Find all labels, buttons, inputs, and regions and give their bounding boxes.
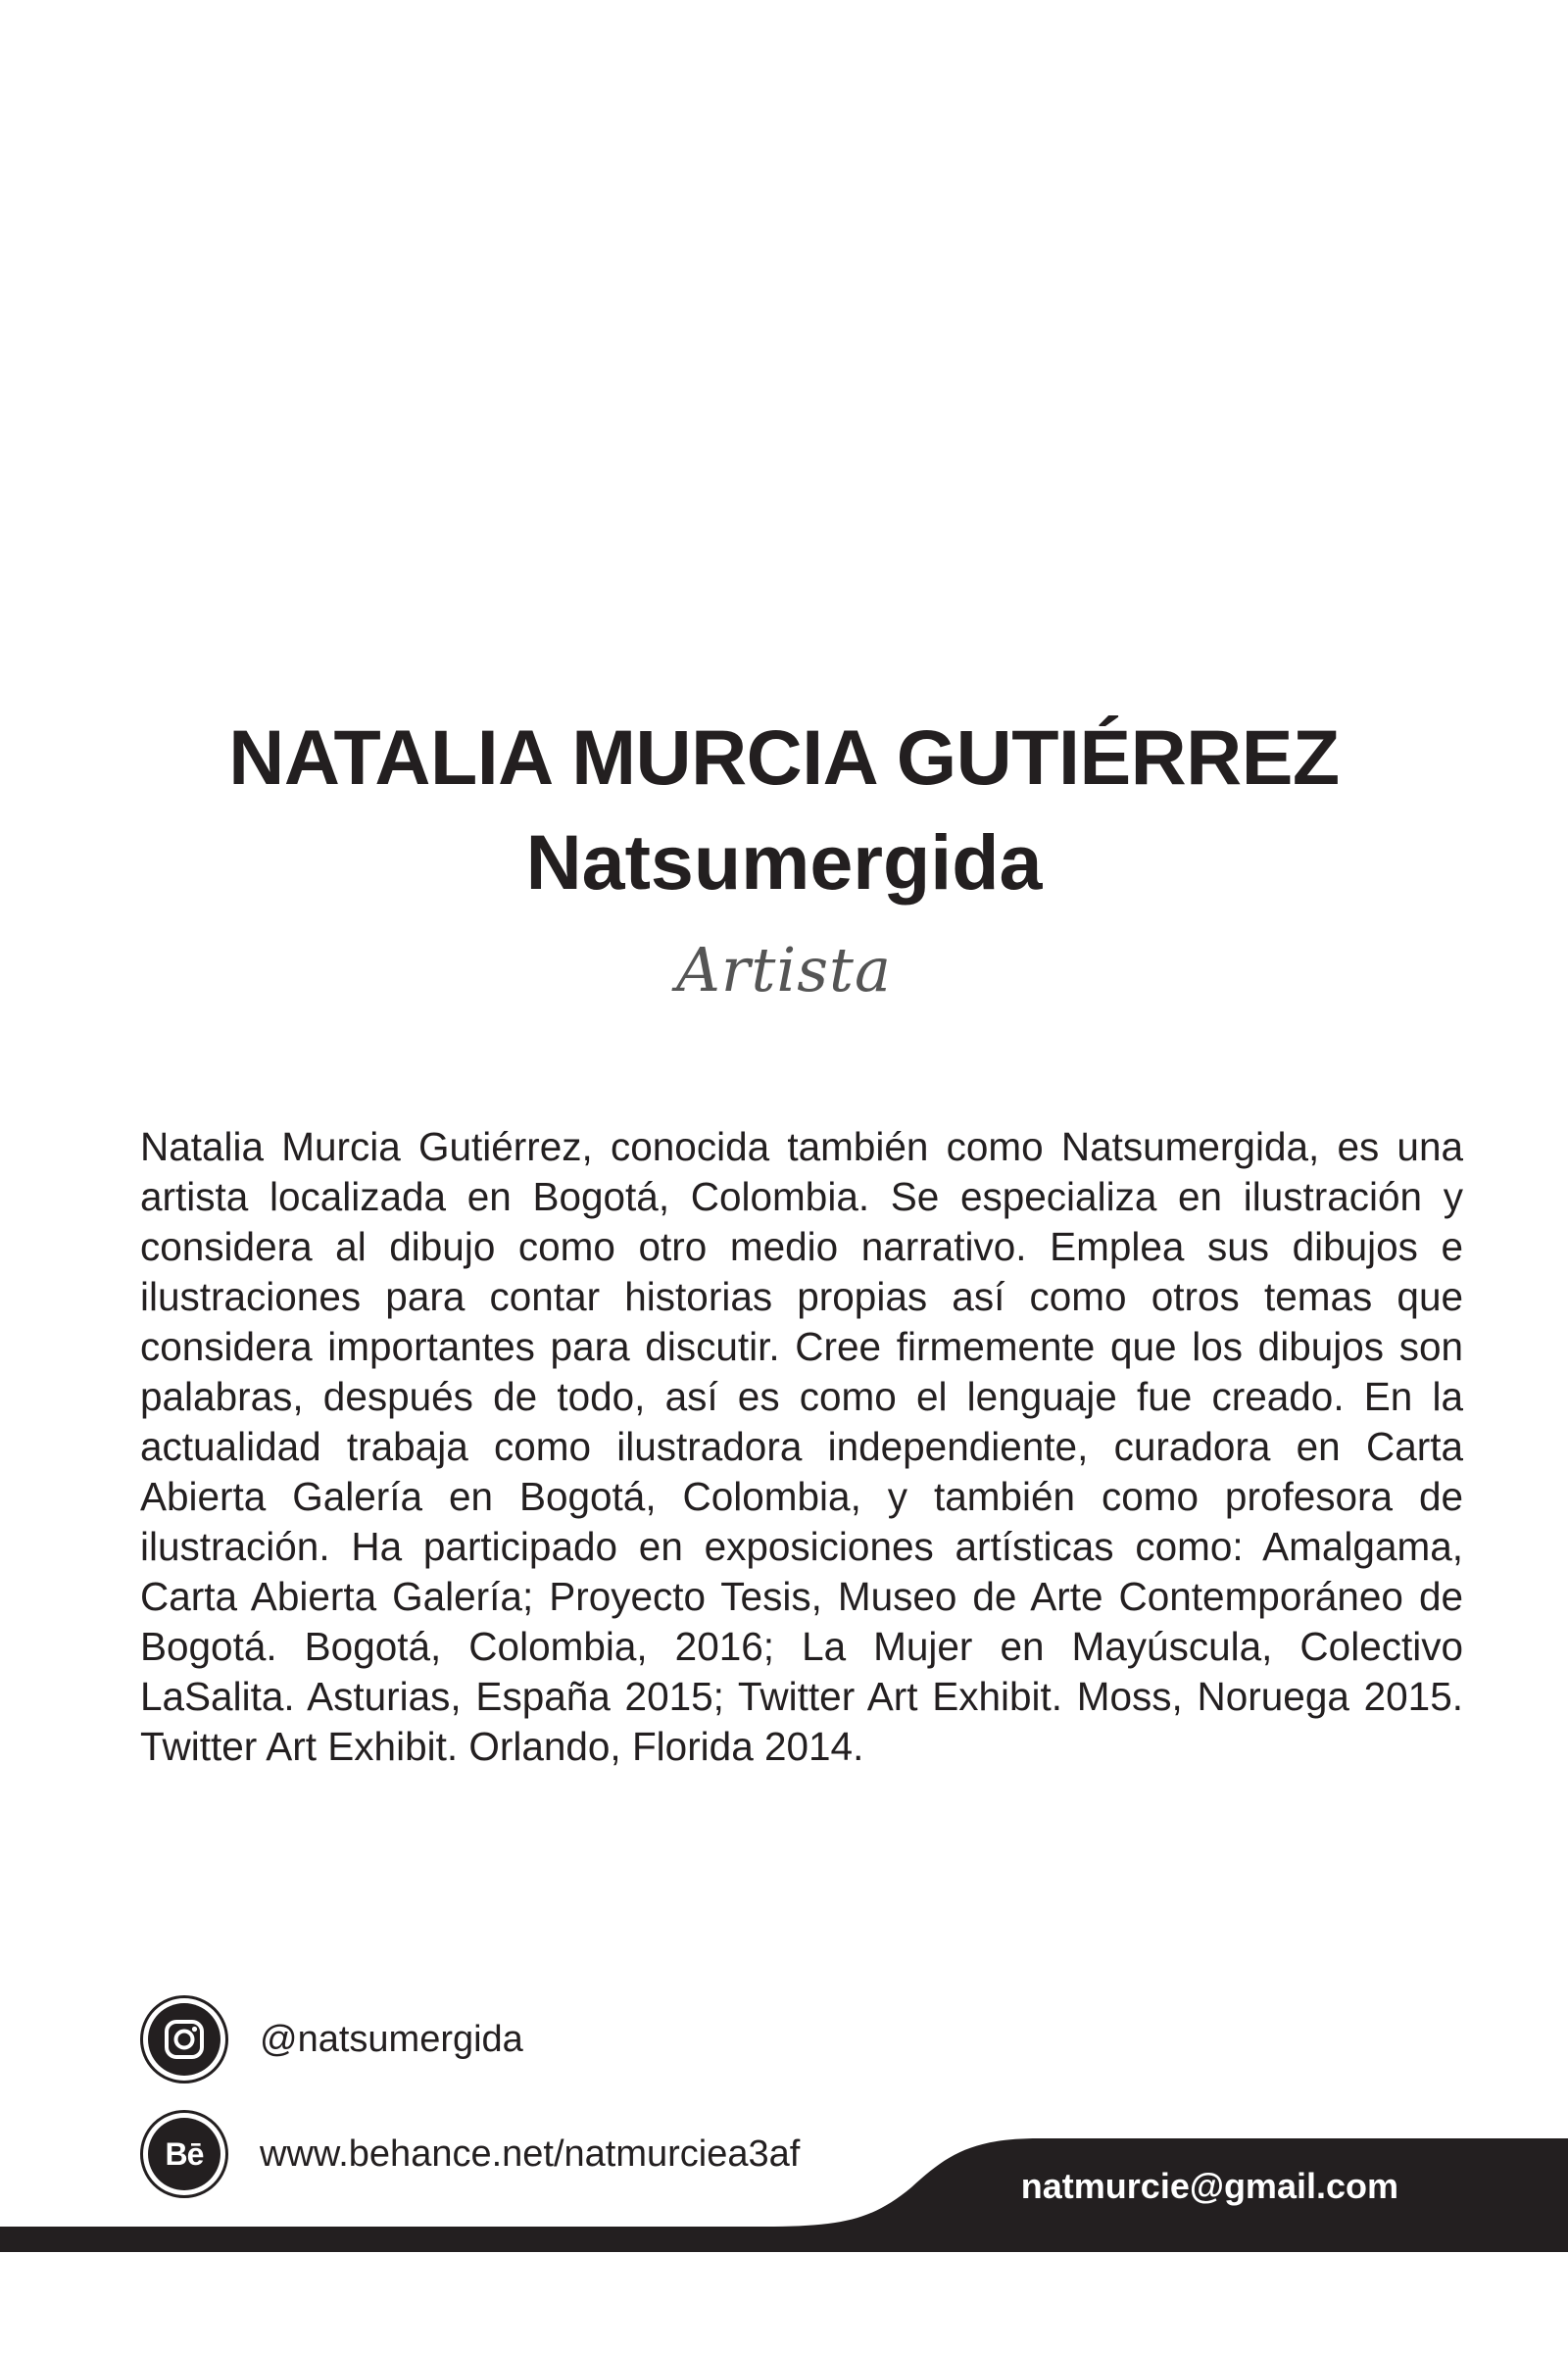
artist-name: NATALIA MURCIA GUTIÉRREZ <box>228 713 1340 801</box>
artist-role: Artista <box>676 934 892 1005</box>
instagram-handle[interactable]: @natsumergida <box>260 2018 523 2060</box>
artist-pseudonym: Natsumergida <box>525 818 1043 906</box>
behance-contact[interactable] <box>140 2110 800 2198</box>
email-address[interactable]: natmurcie@gmail.com <box>1020 2166 1398 2206</box>
behance-url[interactable]: www.behance.net/natmurciea3af <box>260 2132 801 2175</box>
instagram-icon[interactable] <box>140 1995 228 2083</box>
instagram-contact[interactable] <box>140 1995 523 2083</box>
artist-bio: Natalia Murcia Gutiérrez, conocida también como Natsumergida, es una artista localizada en Bogotá, Colombia. Se especializa en ilustración y considera al dibujo como otro medio narrativo. Emplea sus dibujos e ilustraciones para contar historias propias así como otros temas que considera importantes para discutir. Cree firmemente que los dibujos son palabras, después de todo, así es como el lenguaje fue creado. En la actualidad trabaja como ilustradora independiente, curadora en Carta Abierta Galería en Bogotá, Colombia, y también como profesora de ilustración. Ha participado en exposiciones artísticas como: Amalgama, Carta Abierta Galería; Proyecto Tesis, Museo de Arte Contemporáneo de Bogotá. Bogotá, Colombia, 2016; La Mujer en Mayúscula, Colectivo LaSalita. Asturias, España 2015; Twitter Art Exhibit. Moss, Noruega 2015. Twitter Art Exhibit. Orlando, Florida 2014. <box>140 1124 1463 1769</box>
behance-icon-text: Bē <box>165 2135 204 2172</box>
behance-icon[interactable] <box>140 2110 228 2198</box>
